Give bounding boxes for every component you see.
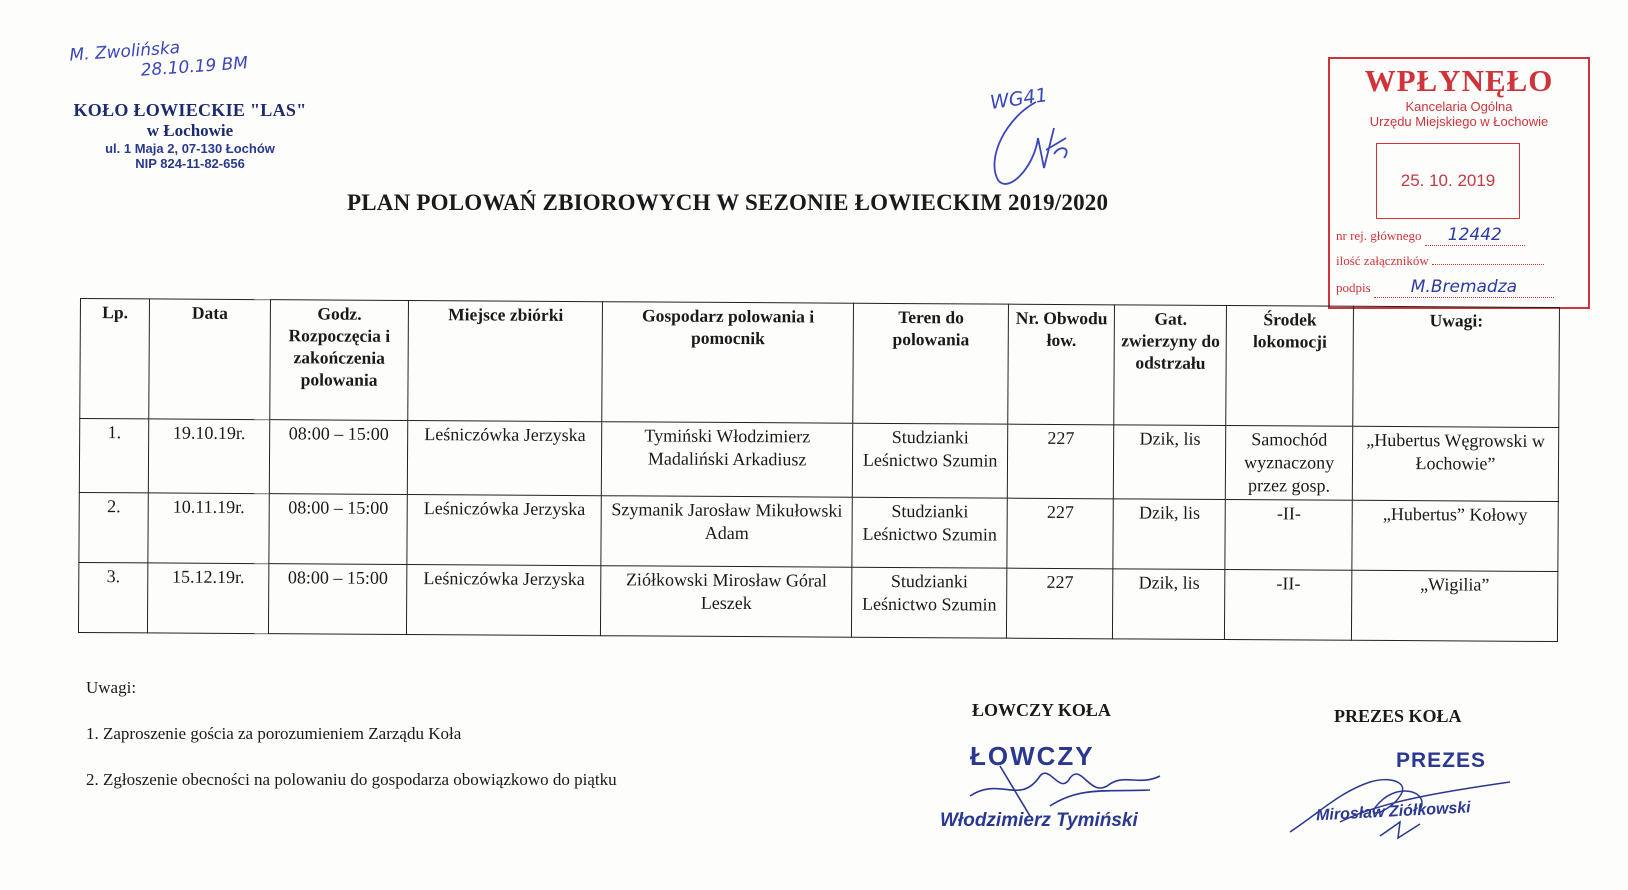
- table-cell: Szymanik Jarosław Mikułowski Adam: [601, 496, 852, 568]
- stamp-reg-label: nr rej. głównego: [1336, 228, 1422, 243]
- signature-prezes: [1300, 706, 1560, 825]
- table-cell: 10.11.19r.: [148, 493, 269, 564]
- table-cell: Studzianki Leśnictwo Szumin: [852, 567, 1007, 638]
- handwritten-note-line2: 28.10.19 BM: [140, 53, 249, 81]
- organization-name: KOŁO ŁOWIECKIE "LAS": [73, 100, 307, 120]
- header-cell: Data: [149, 299, 270, 420]
- table-cell: Leśniczówka Jerzyska: [407, 495, 601, 566]
- table-cell: -II-: [1225, 570, 1352, 641]
- stamp-attachments-value: [1432, 264, 1544, 265]
- header-cell: Gospodarz polowania i pomocnik: [602, 302, 854, 424]
- table-cell: „Wigilia”: [1351, 570, 1558, 641]
- table-cell: 08:00 – 15:00: [269, 494, 408, 565]
- stamp-heading: WPŁYNĘŁO: [1364, 63, 1554, 98]
- page-title: PLAN POLOWAŃ ZBIOROWYCH W SEZONIE ŁOWIECKIM 2019/2020: [347, 190, 1109, 215]
- lowczy-title: ŁOWCZY KOŁA: [972, 700, 1111, 720]
- prezes-name: Mirosław Ziółkowski: [1315, 799, 1472, 825]
- table-cell: Studzianki Leśnictwo Szumin: [852, 497, 1007, 568]
- stamp-signature-value: M.Bremadza: [1374, 277, 1554, 298]
- prezes-stamp: PREZES: [1396, 749, 1487, 772]
- table-cell: Ziółkowski Mirosław Góral Leszek: [601, 566, 852, 638]
- table-cell: 3.: [78, 562, 148, 632]
- header-cell: Gat. zwierzyny do odstrzału: [1114, 305, 1227, 426]
- stamp-reg-row: [1336, 225, 1525, 246]
- center-handwritten-mark: [988, 84, 1049, 114]
- note-item: 1. Zaproszenie gościa za porozumieniem Zarządu Koła: [86, 724, 462, 743]
- stamp-line2: Urzędu Miejskiego w Łochowie: [1369, 114, 1549, 129]
- organization-location: w Łochowie: [146, 121, 234, 140]
- center-mark-text: WG41: [988, 84, 1049, 114]
- registration-stamp: [1328, 57, 1590, 309]
- header-cell: Miejsce zbiórki: [408, 301, 603, 422]
- table-cell: Dzik, lis: [1113, 569, 1226, 640]
- prezes-title: PREZES KOŁA: [1334, 706, 1462, 726]
- handwritten-note-line1: M. Zwolińska: [68, 37, 181, 66]
- stamp-reg-value: 12442: [1425, 225, 1525, 246]
- note-item: 2. Zgłoszenie obecności na polowaniu do gospodarza obowiązkowo do piątku: [86, 770, 617, 789]
- table-row: [79, 492, 1558, 571]
- table-row: [79, 419, 1558, 502]
- lowczy-signature-icon: [960, 756, 1170, 816]
- table-cell: Tymiński Włodzimierz Madaliński Arkadiusz: [602, 422, 853, 498]
- organization-header: [40, 100, 340, 171]
- table-cell: 2.: [79, 492, 149, 562]
- stamp-line1: Kancelaria Ogólna: [1405, 99, 1513, 114]
- table-cell: Leśniczówka Jerzyska: [407, 565, 601, 636]
- table-cell: Studzianki Leśnictwo Szumin: [852, 423, 1007, 498]
- stamp-signature-label: podpis: [1336, 280, 1371, 295]
- header-cell: Lp.: [80, 299, 150, 419]
- notes-heading: Uwagi:: [86, 678, 137, 697]
- table-cell: 227: [1007, 498, 1114, 569]
- table-cell: 1.: [79, 419, 149, 493]
- handwritten-note: [69, 30, 291, 85]
- notes-section: [86, 678, 617, 816]
- header-cell: Uwagi:: [1353, 306, 1560, 427]
- table-cell: 19.10.19r.: [149, 419, 270, 494]
- stamp-attachments-row: [1336, 253, 1544, 269]
- table-row: [78, 562, 1557, 641]
- header-cell: Nr. Obwodu łow.: [1008, 304, 1115, 425]
- stamp-date: 25. 10. 2019: [1376, 143, 1520, 219]
- table-cell: 227: [1007, 568, 1114, 639]
- organization-nip: NIP 824-11-82-656: [135, 156, 245, 171]
- table-cell: Leśniczówka Jerzyska: [408, 421, 602, 496]
- table-cell: 15.12.19r.: [148, 563, 269, 634]
- scribble-icon: [976, 98, 1076, 198]
- table-cell: Dzik, lis: [1114, 425, 1227, 500]
- header-cell: Godz. Rozpoczęcia i zakończenia polowania: [269, 300, 408, 421]
- signature-lowczy: [940, 700, 1180, 832]
- lowczy-name: Włodzimierz Tymiński: [940, 810, 1138, 831]
- hunting-plan-table: [78, 298, 1560, 642]
- table-cell: „Hubertus Węgrowski w Łochowie”: [1352, 426, 1559, 501]
- lowczy-stamp: ŁOWCZY: [970, 741, 1095, 771]
- stamp-signature-row: [1336, 277, 1554, 298]
- table-cell: Samochód wyznaczony przez gosp.: [1226, 426, 1353, 501]
- table-cell: „Hubertus” Kołowy: [1352, 500, 1559, 571]
- table-cell: -II-: [1225, 500, 1352, 571]
- stamp-attachments-label: ilość załączników: [1336, 253, 1429, 268]
- header-cell: Teren do polowania: [853, 303, 1009, 424]
- table-cell: Dzik, lis: [1113, 499, 1226, 570]
- table-cell: 08:00 – 15:00: [269, 420, 408, 495]
- table-header-row: [80, 299, 1560, 428]
- header-cell: Środek lokomocji: [1226, 306, 1353, 427]
- table-cell: 08:00 – 15:00: [268, 564, 407, 635]
- table-cell: 227: [1007, 424, 1114, 499]
- organization-address: ul. 1 Maja 2, 07-130 Łochów: [105, 141, 275, 156]
